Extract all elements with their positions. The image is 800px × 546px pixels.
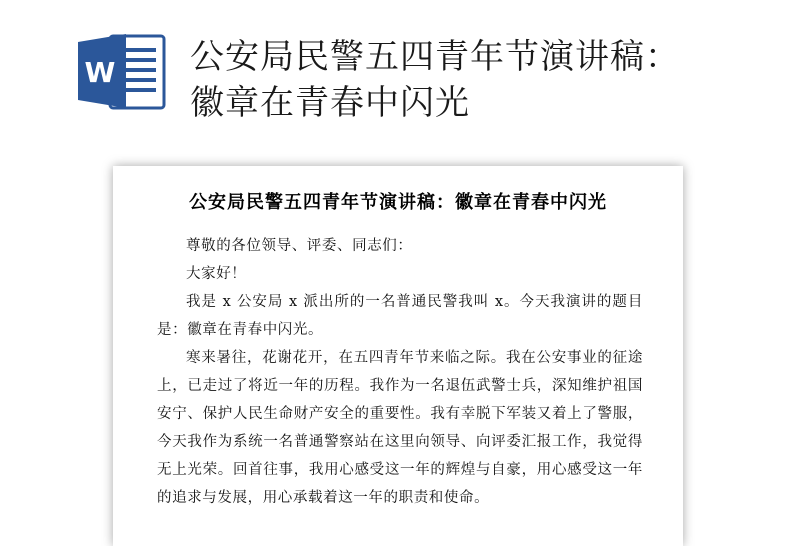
page-title [190, 34, 780, 126]
paragraph-intro: 我是 x 公安局 x 派出所的一名普通民警我叫 x。今天我演讲的题目是：徽章在青春中闪光。 [157, 294, 643, 338]
paragraph-salutation: 尊敬的各位领导、评委、同志们： [186, 238, 413, 254]
svg-text:W: W [84, 56, 116, 89]
header [0, 0, 800, 150]
document-body [157, 232, 643, 512]
paragraph-body: 寒来暑往，花谢花开，在五四青年节来临之际。我在公安事业的征途上，已走过了将近一年的历程。我作为一名退伍武警士兵，深知维护祖国安宁、保护人民生命财产安全的重要性。我有幸脱下军装又着上了警服，今天我作为系统一名普通警察站在这里向领导、向评委汇报工作，我觉得无上光荣。回首往事，我用心感受这一年的辉煌与自豪，用心感受这一年的追求与发展，用心承载着这一年的职责和使命。 [157, 350, 643, 506]
document-page [113, 166, 683, 546]
paragraph-greeting: 大家好！ [186, 266, 247, 282]
document-title: 公安局民警五四青年节演讲稿：徽章在青春中闪光 [189, 192, 607, 213]
word-document-icon [76, 30, 168, 112]
page-title-line-1: 公安局民警五四青年节演讲稿： [190, 37, 680, 77]
page-title-line-2: 徽章在青春中闪光 [190, 83, 470, 123]
